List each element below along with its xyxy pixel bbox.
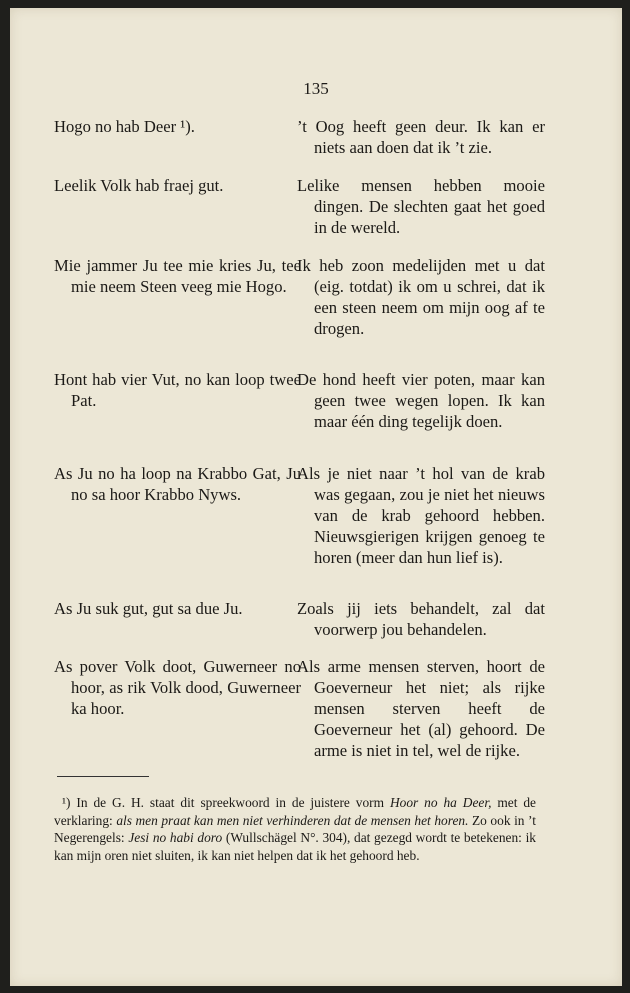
proverb-original: As pover Volk doot, Guwerneer no hoor, as rik Volk dood, Guwerneer ka hoor. [54,657,301,718]
proverb-translation: Als je niet naar ’t hol van de krab was gegaan, zou je niet het nieuws van de krab gehoord hebben. Nieuwsgierigen krijgen genoeg te horen (meer dan hun lief is). [297,464,545,567]
footnote-divider [57,776,149,777]
proverb-original: As Ju suk gut, gut sa due Ju. [54,599,243,618]
footnote-marker: ¹) [62,795,71,810]
proverb-original: Leelik Volk hab fraej gut. [54,176,224,195]
book-page [10,8,622,986]
proverb-translation: ’t Oog heeft geen deur. Ik kan er niets aan doen dat ik ’t zie. [297,117,545,157]
proverb-translation: Zoals jij iets behandelt, zal dat voorwerp jou behandelen. [297,599,545,639]
proverb-original: Hogo no hab Deer ¹). [54,117,195,136]
proverb-translation: De hond heeft vier poten, maar kan geen twee wegen lopen. Ik kan maar één ding tegelijk doen. [297,370,545,431]
page-number: 135 [303,79,329,98]
proverb-translation: Ik heb zoon medelijden met u dat (eig. totdat) ik om u schrei, dat ik een steen neem om mijn oog af te drogen. [297,256,545,338]
proverb-translation: Als arme mensen sterven, hoort de Goeverneur het niet; als rijke mensen sterven heeft de Goeverneur het (al) gehoord. De arme is niet in tel, wel de rijke. [297,657,545,760]
footnote: ¹) In de G. H. staat dit spreekwoord in de juistere vorm Hoor no ha Deer, met de verklaring: als men praat kan men niet verhinderen dat de mensen het horen. Zo ook in ’t Negerengels: Jesi no habi doro (Wullschägel N°. 304), dat gezegd wordt te betekenen: ik kan mijn oren niet sluiten, ik kan niet helpen dat ik het gehoord heb. [54,795,536,863]
proverb-original: Mie jammer Ju tee mie kries Ju, tee mie neem Steen veeg mie Hogo. [54,256,301,296]
proverb-original: Hont hab vier Vut, no kan loop twee Pat. [54,370,301,410]
proverb-translation: Lelike mensen hebben mooie dingen. De slechten gaat het goed in de wereld. [297,176,545,237]
proverb-original: As Ju no ha loop na Krabbo Gat, Ju no sa hoor Krabbo Nyws. [54,464,301,504]
